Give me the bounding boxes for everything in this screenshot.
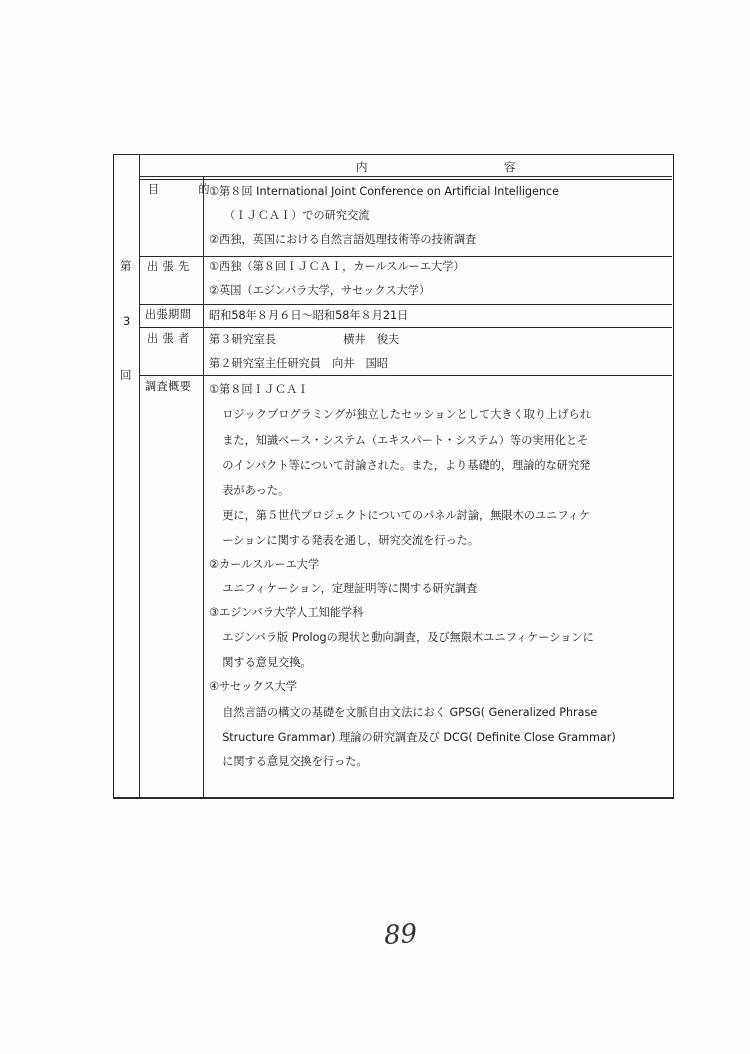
row-label-period: 出張期間 <box>145 308 192 321</box>
content-header: 容 <box>504 160 516 174</box>
row-line: Structure Grammar) 理論の研究調査及び DCG( Definite Close Grammar) <box>211 731 616 744</box>
row-label-travelers: 出 張 者 <box>147 332 190 345</box>
row-line: に関する意見交換を行った。 <box>211 755 368 768</box>
table-row-divider <box>139 375 672 376</box>
row-line: ④サセックス大学 <box>209 680 298 693</box>
table-column-divider <box>139 154 140 797</box>
row-line: ③エジンバラ大学人工知能学科 <box>209 606 364 619</box>
row-line: 第２研究室主任研究員 向井 国昭 <box>209 357 389 370</box>
row-label-purpose: 目 的 <box>148 183 224 196</box>
row-line: ②カールスルーエ大学 <box>209 558 320 571</box>
row-line: 昭和58年８月６日～昭和58年８月21日 <box>209 309 409 322</box>
row-line: 自然言語の構文の基礎を文脈自由文法におく GPSG( Generalized Phrase <box>211 706 598 719</box>
table-row-divider <box>139 179 672 180</box>
row-line: ①西独（第８回ＩＪＣＡＩ，カールスルーエ大学） <box>209 260 465 273</box>
page-number: 89 <box>382 918 419 952</box>
table-column-divider <box>203 176 204 797</box>
row-line: ユニフィケーション，定理証明等に関する研究調査 <box>211 582 478 595</box>
table-row-divider <box>139 176 672 177</box>
row-line: ーションに関する発表を通し，研究交流を行った。 <box>211 534 480 547</box>
side-label-char: 3 <box>123 314 131 328</box>
row-label-destination: 出 張 先 <box>147 260 190 273</box>
row-line: ①第８回 International Joint Conference on Artificial Intelligence <box>209 185 560 198</box>
row-line: ロジックプログラミングが独立したセッションとして大きく取り上げられ <box>211 408 591 421</box>
table-row-divider <box>139 327 672 328</box>
content-header: 内 <box>356 160 368 174</box>
report-table <box>113 154 674 799</box>
row-label-summary: 調査概要 <box>145 380 192 393</box>
row-line: 更に，第５世代プロジェクトについてのパネル討論，無限木のユニフィケ <box>211 509 591 522</box>
row-line: ②英国（エジンバラ大学，サセックス大学） <box>209 284 431 297</box>
table-row-divider <box>139 256 672 257</box>
row-line: （ＩＪＣＡＩ）での研究交流 <box>224 209 370 222</box>
row-line: ①第８回ＩＪＣＡＩ <box>209 383 309 396</box>
row-line: のインパクト等について討論された。また，より基礎的，理論的な研究発 <box>211 459 591 472</box>
row-line: 第３研究室長 横井 俊夫 <box>209 333 400 346</box>
row-line: また，知識ベース・システム（エキスパート・システム）等の実用化とそ <box>211 434 589 447</box>
row-line: ②西独，英国における自然言語処理技術等の技術調査 <box>209 233 477 246</box>
side-label-char: 回 <box>120 368 132 382</box>
row-line: エジンバラ版 Prologの現状と動向調査，及び無限木ユニフィケーションに <box>211 631 594 644</box>
row-line: 表があった。 <box>211 484 290 497</box>
row-line: 関する意見交換。 <box>211 656 312 669</box>
side-label-char: 第 <box>120 259 132 273</box>
table-row-divider <box>139 304 672 305</box>
